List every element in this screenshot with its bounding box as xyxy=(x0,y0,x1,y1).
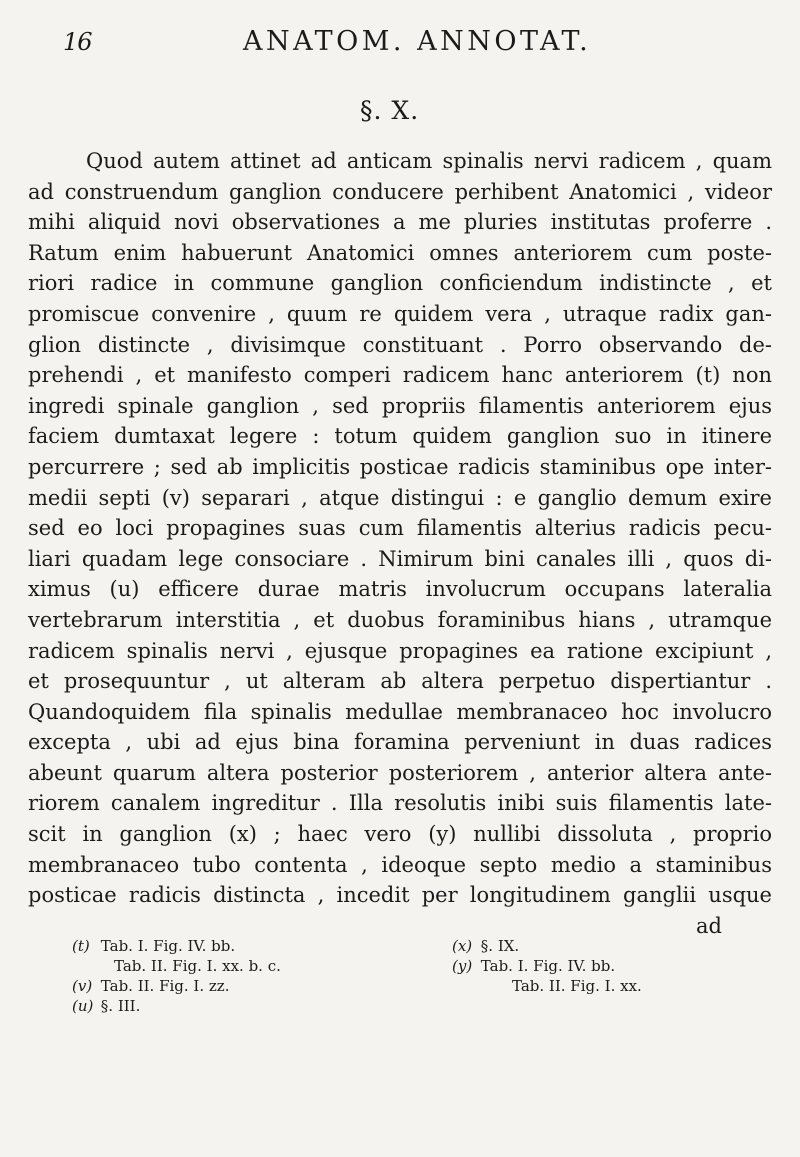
footnote-mark: (u) xyxy=(72,997,94,1015)
text-line: riorem canalem ingreditur . Illa resolutis inibi suis filamentis late- xyxy=(28,791,772,816)
footnote xyxy=(452,956,642,976)
footnote-text: §. IX. xyxy=(480,937,520,955)
text-line: Quod autem attinet ad anticam spinalis nervi radicem , quam xyxy=(86,149,772,173)
text-line: riori radice in commune ganglion conficiendum indistincte , et xyxy=(28,271,772,296)
footnote-text: Tab. II. Fig. I. xx. b. c. xyxy=(114,957,281,975)
footnote-mark: (t) xyxy=(72,937,90,955)
footnote-text: Tab. I. Fig. IV. bb. xyxy=(100,937,236,955)
text-line: glion distincte , divisimque constituant . Porro observando de- xyxy=(28,332,772,357)
footnote-continuation xyxy=(72,956,281,976)
text-line: ingredi spinale ganglion , sed propriis filamentis anteriorem ejus xyxy=(28,393,772,418)
text-line: scit in ganglion (x) ; haec vero (y) nullibi dissoluta , proprio xyxy=(28,822,772,847)
footnote xyxy=(452,936,642,956)
text-line: et prosequuntur , ut alteram ab altera perpetuo dispertiantur . xyxy=(28,669,772,694)
footnote xyxy=(72,996,281,1016)
text-line: mihi aliquid novi observationes a me pluries institutas proferre . xyxy=(28,210,772,235)
text-line: posticae radicis distincta , incedit per longitudinem ganglii usque xyxy=(28,883,772,908)
footnote xyxy=(72,976,281,996)
text-line: Ratum enim habuerunt Anatomici omnes anteriorem cum poste- xyxy=(28,240,772,265)
footnote-text: Tab. II. Fig. I. zz. xyxy=(100,977,230,995)
footnote xyxy=(72,936,281,956)
section-title: §. X. xyxy=(360,96,420,125)
footnote-mark: (y) xyxy=(452,957,473,975)
text-line: ad construendum ganglion conducere perhibent Anatomici , videor xyxy=(28,179,772,204)
text-line: radicem spinalis nervi , ejusque propagines ea ratione excipiunt , xyxy=(28,638,772,663)
footnote-text: §. III. xyxy=(100,997,141,1015)
footnote-continuation xyxy=(452,976,642,996)
text-line: vertebrarum interstitia , et duobus foraminibus hians , utramque xyxy=(28,607,772,632)
footnotes-left xyxy=(72,936,281,1016)
text-line: faciem dumtaxat legere : totum quidem ganglion suo in itinere xyxy=(28,424,772,449)
text-line: promiscue convenire , quum re quidem vera , utraque radix gan- xyxy=(28,301,772,326)
footnote-mark: (x) xyxy=(452,937,473,955)
text-line: excepta , ubi ad ejus bina foramina perveniunt in duas radices xyxy=(28,730,772,755)
catchword: ad xyxy=(696,913,722,938)
text-line: ximus (u) efficere durae matris involucrum occupans lateralia xyxy=(28,577,772,602)
text-line: Quandoquidem fila spinalis medullae membranaceo hoc involucro xyxy=(28,699,772,724)
text-line: medii septi (v) separari , atque distingui : e ganglio demum exire xyxy=(28,485,772,510)
text-line: liari quadam lege consociare . Nimirum bini canales illi , quos di- xyxy=(28,546,772,571)
footnote-text: Tab. II. Fig. I. xx. xyxy=(512,977,642,995)
footnotes-right xyxy=(452,936,642,996)
footnote-text: Tab. I. Fig. IV. bb. xyxy=(480,957,616,975)
running-head: ANATOM. ANNOTAT. xyxy=(243,26,592,57)
text-line: abeunt quarum altera posterior posteriorem , anterior altera ante- xyxy=(28,760,772,785)
page-number: 16 xyxy=(63,28,92,56)
text-line: sed eo loci propagines suas cum filamentis alterius radicis pecu- xyxy=(28,516,772,541)
text-line: percurrere ; sed ab implicitis posticae radicis staminibus ope inter- xyxy=(28,454,772,479)
text-line: prehendi , et manifesto comperi radicem hanc anteriorem (t) non xyxy=(28,363,772,388)
footnote-mark: (v) xyxy=(72,977,93,995)
text-line: membranaceo tubo contenta , ideoque septo medio a staminibus xyxy=(28,852,772,877)
body-text xyxy=(28,146,772,941)
